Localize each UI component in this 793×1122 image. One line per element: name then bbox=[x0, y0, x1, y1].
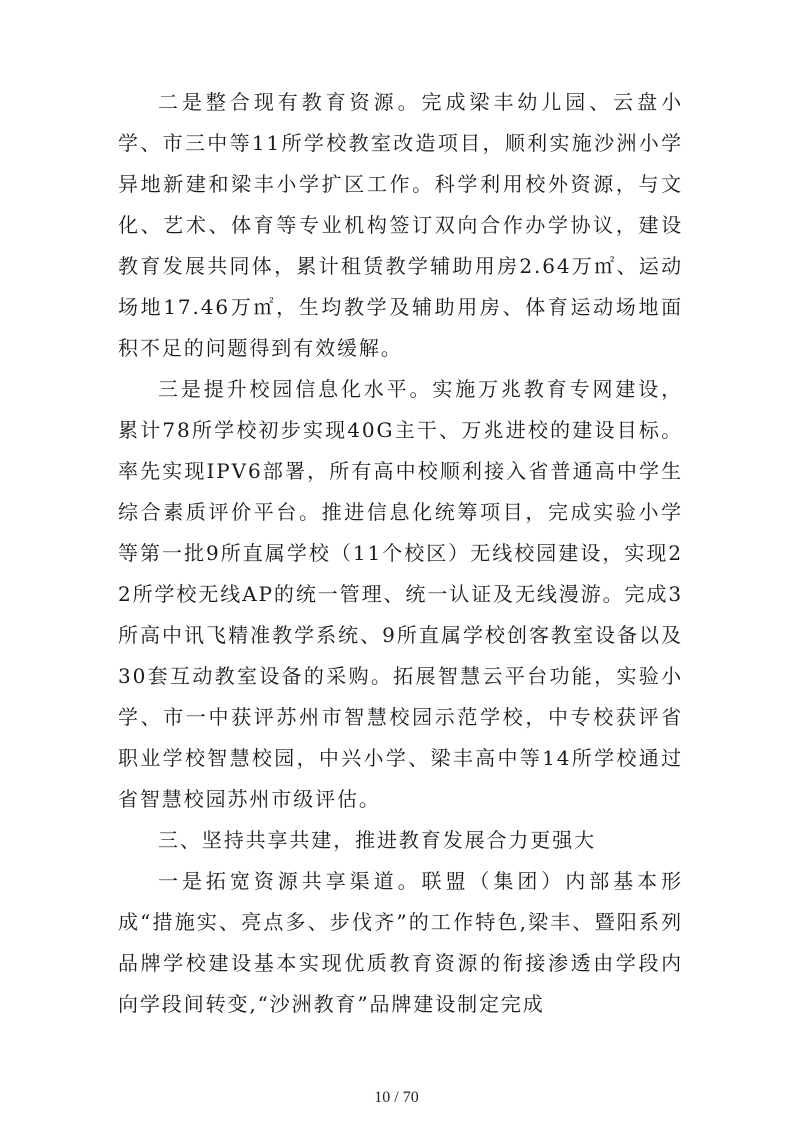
section-heading: 三、坚持共享共建，推进教育发展合力更强大 bbox=[158, 828, 596, 852]
paragraph-education-resources: 二是整合现有教育资源。完成梁丰幼儿园、云盘小学、市三中等11所学校教室改造项目，顺利实施沙洲小学异地新建和梁丰小学扩区工作。科学利用校外资源，与文化、艺术、体育等专业机构签订双向合作办学协议，建设教育发展共同体，累计租赁教学辅助用房2.64万㎡、运动场地17.46万㎡，生均教学及辅助用房、体育运动场地面积不足的问题得到有效缓解。 bbox=[118, 90, 683, 360]
document-body bbox=[118, 82, 683, 1025]
paragraph-resource-sharing: 一是拓宽资源共享渠道。联盟（集团）内部基本形成“措施实、亮点多、步伐齐”的工作特色,梁丰、暨阳系列品牌学校建设基本实现优质教育资源的衔接渗透由学段内向学段间转变,“沙洲教育”品牌建设制定完成 bbox=[118, 869, 683, 1016]
paragraph-campus-informatization: 三是提升校园信息化水平。实施万兆教育专网建设，累计78所学校初步实现40G主干、万兆进校的建设目标。率先实现IPV6部署，所有高中校顺利接入省普通高中学生综合素质评价平台。推进信息化统筹项目，完成实验小学等第一批9所直属学校（11个校区）无线校园建设，实现22所学校无线AP的统一管理、统一认证及无线漫游。完成3所高中讯飞精准教学系统、9所直属学校创客教室设备以及30套互动教室设备的采购。拓展智慧云平台功能，实验小学、市一中获评苏州市智慧校园示范学校，中专校获评省职业学校智慧校园，中兴小学、梁丰高中等14所学校通过省智慧校园苏州市级评估。 bbox=[118, 377, 683, 811]
page-number: 10 / 70 bbox=[374, 1089, 419, 1106]
